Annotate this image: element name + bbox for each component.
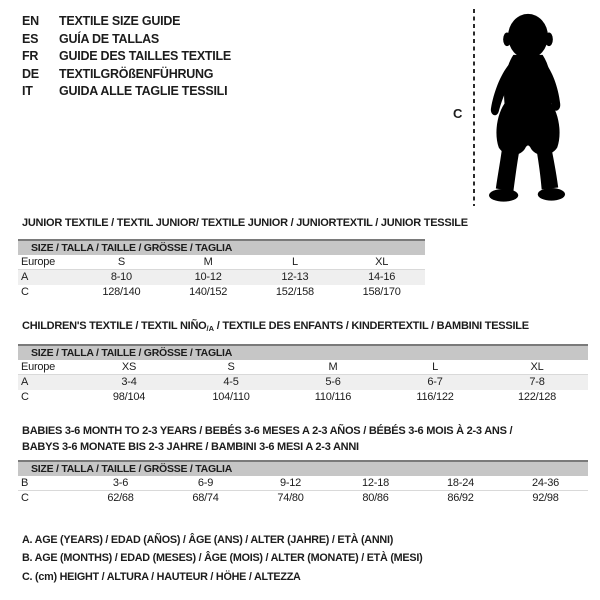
- cell-value: XL: [375, 256, 389, 268]
- table-row: [18, 491, 588, 506]
- cell-value: 74/80: [277, 492, 304, 504]
- babies-table-title: [22, 423, 512, 455]
- cell-value: L: [291, 256, 298, 268]
- language-header: [22, 13, 231, 101]
- junior-size-table: [18, 239, 425, 300]
- cell-value: 3-6: [112, 477, 129, 489]
- measure-label-c: C: [453, 106, 463, 121]
- table-row: [18, 255, 425, 270]
- cell-value: 68/74: [192, 492, 219, 504]
- cell-value: 10-12: [194, 271, 222, 283]
- cell-value: S: [117, 256, 125, 268]
- cell-value: 12-13: [281, 271, 309, 283]
- row-label: B: [21, 477, 29, 489]
- lang-row-fr: [22, 48, 231, 66]
- size-header-bar: SIZE / TALLA / TAILLE / GRÖSSE / TAGLIA: [18, 460, 588, 476]
- row-label: A: [21, 271, 29, 283]
- cell-value: L: [432, 361, 438, 373]
- cell-value: M: [328, 361, 338, 373]
- cell-value: 62/68: [107, 492, 134, 504]
- cell-value: 104/110: [212, 391, 250, 403]
- cell-value: 122/128: [517, 391, 556, 403]
- lang-row-en: [22, 13, 231, 31]
- size-figure: [448, 4, 598, 208]
- cell-value: 158/170: [362, 286, 401, 298]
- children-title-main: CHILDREN'S TEXTILE / TEXTIL NIÑO: [22, 320, 207, 332]
- toddler-silhouette-image: [485, 11, 571, 206]
- cell-value: 18-24: [447, 477, 474, 489]
- cell-value: XS: [121, 361, 137, 373]
- junior-table-title: JUNIOR TEXTILE / TEXTIL JUNIOR/ TEXTILE JUNIOR / JUNIORTEXTIL / JUNIOR TESSILE: [22, 217, 468, 229]
- children-size-table: [18, 344, 588, 405]
- cell-value: 128/140: [102, 286, 141, 298]
- cell-value: 152/158: [275, 286, 314, 298]
- lang-code: FR: [22, 49, 39, 64]
- table-row: [18, 375, 588, 390]
- lang-title: TEXTILGRÖßENFÜHRUNG: [59, 66, 214, 81]
- lang-row-it: [22, 83, 231, 101]
- cell-value: 92/98: [532, 492, 559, 504]
- height-dashed-line: [473, 9, 475, 206]
- cell-value: 7-8: [529, 376, 545, 388]
- cell-value: 14-16: [368, 271, 396, 283]
- lang-title: GUÍA DE TALLAS: [59, 31, 159, 46]
- cell-value: 5-6: [325, 376, 341, 388]
- lang-code: EN: [22, 14, 39, 28]
- cell-value: 116/122: [416, 391, 454, 403]
- table-row: [18, 285, 425, 300]
- row-label: Europe: [21, 361, 55, 373]
- cell-value: M: [203, 256, 213, 268]
- babies-title-line1: BABIES 3-6 MONTH TO 2-3 YEARS / BEBÉS 3-6 MESES A 2-3 AÑOS / BÉBÉS 3-6 MOIS À 2-3 ANS /: [22, 425, 513, 437]
- children-title-rest: / TEXTILE DES ENFANTS / KINDERTEXTIL / BAMBINI TESSILE: [213, 320, 529, 332]
- lang-code: IT: [22, 84, 33, 99]
- cell-value: 8-10: [110, 271, 132, 283]
- cell-value: 86/92: [447, 492, 474, 504]
- footnote-c: C. (cm) HEIGHT / ALTURA / HAUTEUR / HÖHE / ALTEZZA: [22, 570, 301, 583]
- lang-title: TEXTILE SIZE GUIDE: [59, 14, 181, 28]
- cell-value: 24-36: [532, 477, 559, 489]
- cell-value: S: [227, 361, 235, 373]
- cell-value: 4-5: [223, 376, 239, 388]
- cell-value: 80/86: [362, 492, 389, 504]
- table-row: [18, 390, 588, 405]
- lang-row-de: [22, 66, 231, 84]
- lang-code: DE: [22, 66, 39, 81]
- row-label: C: [21, 286, 29, 298]
- table-row: [18, 360, 588, 375]
- lang-row-es: [22, 31, 231, 49]
- babies-size-table: [18, 460, 588, 506]
- cell-value: 6-7: [427, 376, 443, 388]
- children-table-body: [18, 360, 588, 405]
- cell-value: 140/152: [189, 286, 228, 298]
- cell-value: 9-12: [279, 477, 302, 489]
- footnote-b: B. AGE (MONTHS) / EDAD (MESES) / ÂGE (MOIS) / ALTER (MONATE) / ETÀ (MESI): [22, 552, 423, 565]
- children-table-title: [22, 318, 529, 337]
- size-header-bar: SIZE / TALLA / TAILLE / GRÖSSE / TAGLIA: [18, 239, 425, 255]
- row-label: A: [21, 376, 29, 388]
- cell-value: XL: [530, 361, 544, 373]
- lang-code: ES: [22, 31, 39, 46]
- table-row: [18, 476, 588, 491]
- cell-value: 6-9: [197, 477, 214, 489]
- babies-table-body: [18, 476, 588, 506]
- cell-value: 3-4: [121, 376, 137, 388]
- size-header-bar: SIZE / TALLA / TAILLE / GRÖSSE / TAGLIA: [18, 344, 588, 360]
- cell-value: 98/104: [112, 391, 146, 403]
- junior-table-body: [18, 255, 425, 300]
- table-row: [18, 270, 425, 285]
- footnotes: [22, 531, 422, 586]
- row-label: C: [21, 492, 29, 504]
- footnote-a: A. AGE (YEARS) / EDAD (AÑOS) / ÂGE (ANS) / ALTER (JAHRE) / ETÀ (ANNI): [22, 534, 394, 546]
- lang-title: GUIDE DES TAILLES TEXTILE: [59, 49, 232, 64]
- cell-value: 110/116: [314, 391, 352, 403]
- cell-value: 12-18: [362, 477, 389, 489]
- children-title-subscript: /A: [206, 324, 214, 333]
- row-label: C: [21, 391, 29, 403]
- lang-title: GUIDA ALLE TAGLIE TESSILI: [59, 84, 228, 99]
- babies-title-line2: BABYS 3-6 MONATE BIS 2-3 JAHRE / BAMBINI 3-6 MESI A 2-3 ANNI: [22, 441, 359, 453]
- row-label: Europe: [21, 256, 55, 268]
